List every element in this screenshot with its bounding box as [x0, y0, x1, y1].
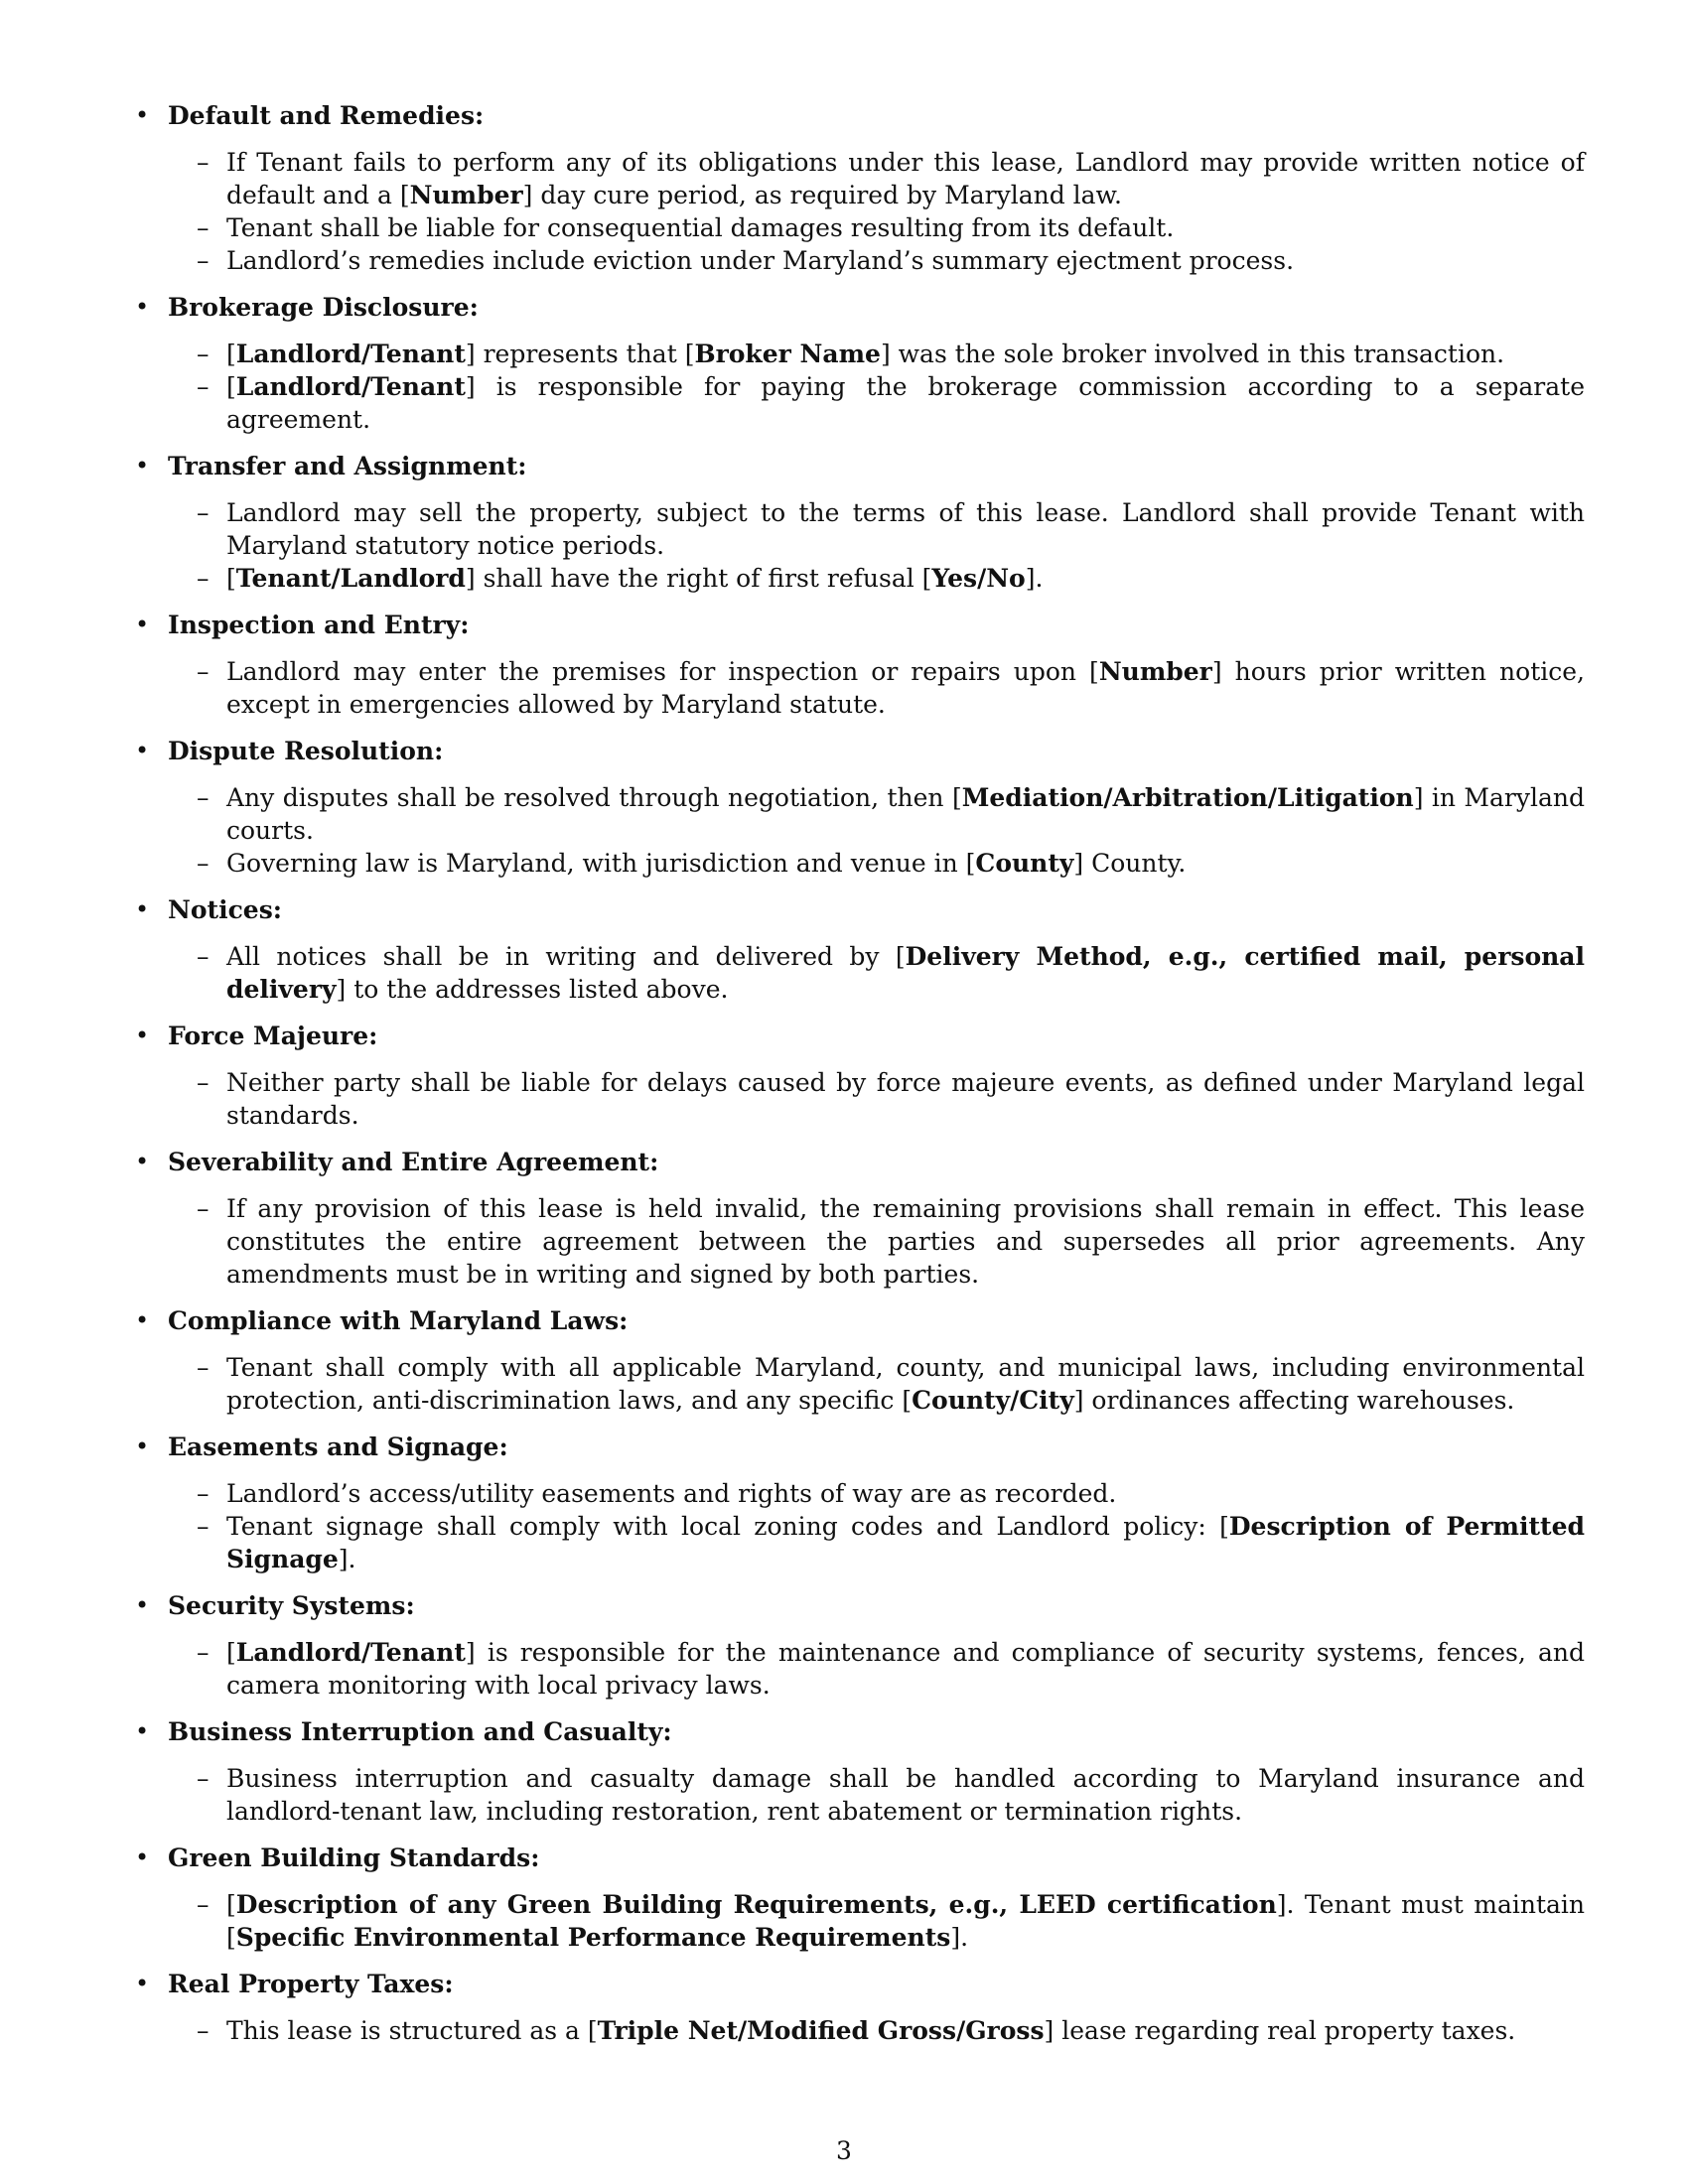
- dash-marker: –: [197, 148, 210, 177]
- clause-text: ] is responsible for paying the brokerage commission according to a separate agreement.: [226, 372, 1585, 434]
- clause-text: [: [226, 1638, 236, 1667]
- section-items: [135, 1351, 1585, 1417]
- clause-text: If Tenant fails to perform any of its obligations under this lease, Landlord may provide written notice of default and a [: [226, 148, 1585, 209]
- list-item: [135, 1066, 1585, 1132]
- dash-marker: –: [197, 1764, 210, 1793]
- section-title: Easements and Signage:: [168, 1433, 508, 1461]
- dash-marker: –: [197, 1512, 210, 1541]
- section-severability-and-entire-agreement: [135, 1146, 1585, 1291]
- list-item: [135, 1762, 1585, 1828]
- section-compliance-with-maryland-laws: [135, 1304, 1585, 1417]
- section-security-systems: [135, 1589, 1585, 1702]
- clause-text: ] ordinances affecting warehouses.: [1073, 1386, 1515, 1415]
- section-transfer-and-assignment: [135, 450, 1585, 595]
- list-item: [135, 940, 1585, 1006]
- dash-marker: –: [197, 1194, 210, 1223]
- dash-marker: –: [197, 372, 210, 401]
- clause-text: ] shall have the right of first refusal [: [465, 564, 932, 593]
- section-title: Notices:: [168, 895, 283, 924]
- section-title: Compliance with Maryland Laws:: [168, 1306, 629, 1335]
- section-items: [135, 2014, 1585, 2047]
- dash-marker: –: [197, 564, 210, 593]
- bullet-marker: •: [135, 1148, 150, 1175]
- section-items: [135, 1762, 1585, 1828]
- bullet-marker: •: [135, 1970, 150, 1997]
- dash-marker: –: [197, 1353, 210, 1382]
- list-item: [135, 2014, 1585, 2047]
- clause-text: ].: [950, 1923, 969, 1952]
- bullet-marker: •: [135, 452, 150, 479]
- clause-text: [: [226, 372, 236, 401]
- placeholder-field: Broker Name: [694, 340, 881, 368]
- clause-text: ]. Tenant must maintain [: [226, 1890, 1585, 1952]
- clause-text: All notices shall be in writing and delivered by [: [226, 942, 906, 971]
- clause-text: Landlord’s remedies include eviction under Maryland’s summary ejectment process.: [226, 246, 1295, 275]
- list-item: [135, 655, 1585, 721]
- dash-marker: –: [197, 783, 210, 812]
- clause-text: Tenant shall comply with all applicable Maryland, county, and municipal laws, including environmental protection, anti-discrimination laws, and any specific [: [226, 1353, 1585, 1415]
- bullet-marker: •: [135, 895, 150, 923]
- list-item: [135, 244, 1585, 277]
- clause-text: ] represents that [: [465, 340, 695, 368]
- dash-marker: –: [197, 1479, 210, 1508]
- section-title: Green Building Standards:: [168, 1843, 540, 1872]
- bullet-marker: •: [135, 737, 150, 764]
- clause-text: ] lease regarding real property taxes.: [1044, 2016, 1516, 2045]
- section-easements-and-signage: [135, 1431, 1585, 1575]
- dash-marker: –: [197, 1890, 210, 1919]
- section-title: Severability and Entire Agreement:: [168, 1148, 659, 1176]
- bullet-marker: •: [135, 1717, 150, 1745]
- clause-text: ] hours prior written notice, except in emergencies allowed by Maryland statute.: [226, 657, 1585, 719]
- placeholder-field: Landlord/Tenant: [235, 340, 466, 368]
- placeholder-field: Specific Environmental Performance Requirements: [235, 1923, 951, 1952]
- clause-text: ] to the addresses listed above.: [336, 975, 729, 1004]
- section-items: [135, 338, 1585, 436]
- section-items: [135, 146, 1585, 277]
- bullet-marker: •: [135, 1306, 150, 1334]
- clause-text: Landlord may sell the property, subject to the terms of this lease. Landlord shall provide Tenant with Maryland statutory notice periods.: [226, 498, 1585, 560]
- section-business-interruption-and-casualty: [135, 1715, 1585, 1828]
- section-title: Real Property Taxes:: [168, 1970, 454, 1998]
- section-title: Force Majeure:: [168, 1022, 378, 1050]
- clause-text: [: [226, 340, 236, 368]
- section-items: [135, 1888, 1585, 1954]
- document-body: [135, 99, 1585, 2061]
- dash-marker: –: [197, 246, 210, 275]
- list-item: [135, 1192, 1585, 1291]
- list-item: [135, 847, 1585, 880]
- page-number: 3: [836, 2136, 852, 2165]
- section-title: Security Systems:: [168, 1591, 415, 1620]
- section-title: Business Interruption and Casualty:: [168, 1717, 672, 1746]
- clause-text: Business interruption and casualty damage shall be handled according to Maryland insurance and landlord-tenant law, including restoration, rent abatement or termination rights.: [226, 1764, 1585, 1826]
- section-real-property-taxes: [135, 1968, 1585, 2047]
- section-inspection-and-entry: [135, 609, 1585, 721]
- list-item: [135, 370, 1585, 436]
- section-brokerage-disclosure: [135, 291, 1585, 436]
- bullet-marker: •: [135, 1843, 150, 1871]
- bullet-marker: •: [135, 611, 150, 638]
- placeholder-field: County/City: [912, 1386, 1074, 1415]
- list-item: [135, 562, 1585, 595]
- section-title: Dispute Resolution:: [168, 737, 444, 765]
- bullet-marker: •: [135, 1591, 150, 1619]
- clause-text: ] in Maryland courts.: [226, 783, 1585, 845]
- section-items: [135, 496, 1585, 595]
- placeholder-field: Yes/No: [931, 564, 1026, 593]
- section-items: [135, 1636, 1585, 1702]
- dash-marker: –: [197, 942, 210, 971]
- section-items: [135, 1066, 1585, 1132]
- bullet-marker: •: [135, 1022, 150, 1049]
- clause-text: Governing law is Maryland, with jurisdiction and venue in [: [226, 849, 976, 878]
- section-title: Default and Remedies:: [168, 101, 485, 130]
- placeholder-field: Landlord/Tenant: [235, 1638, 466, 1667]
- placeholder-field: Triple Net/Modified Gross/Gross: [597, 2016, 1045, 2045]
- clause-text: ] day cure period, as required by Maryland law.: [522, 181, 1122, 209]
- dash-marker: –: [197, 1638, 210, 1667]
- list-item: [135, 211, 1585, 244]
- list-item: [135, 338, 1585, 370]
- section-title: Inspection and Entry:: [168, 611, 470, 639]
- section-items: [135, 655, 1585, 721]
- section-notices: [135, 893, 1585, 1006]
- placeholder-field: Mediation/Arbitration/Litigation: [961, 783, 1414, 812]
- list-item: [135, 496, 1585, 562]
- section-items: [135, 1192, 1585, 1291]
- clause-text: Landlord may enter the premises for inspection or repairs upon [: [226, 657, 1099, 686]
- dash-marker: –: [197, 340, 210, 368]
- section-default-and-remedies: [135, 99, 1585, 277]
- clause-text: [: [226, 564, 236, 593]
- clause-text: ] is responsible for the maintenance and compliance of security systems, fences, and camera monitoring with local privacy laws.: [226, 1638, 1585, 1700]
- dash-marker: –: [197, 1068, 210, 1097]
- list-item: [135, 1510, 1585, 1575]
- section-green-building-standards: [135, 1842, 1585, 1954]
- bullet-marker: •: [135, 1433, 150, 1460]
- dash-marker: –: [197, 849, 210, 878]
- placeholder-field: Description of any Green Building Requirements, e.g., LEED certification: [235, 1890, 1277, 1919]
- bullet-marker: •: [135, 293, 150, 321]
- dash-marker: –: [197, 213, 210, 242]
- bullet-marker: •: [135, 101, 150, 129]
- dash-marker: –: [197, 498, 210, 527]
- section-items: [135, 1477, 1585, 1575]
- clause-text: Tenant signage shall comply with local zoning codes and Landlord policy: [: [226, 1512, 1229, 1541]
- list-item: [135, 1888, 1585, 1954]
- list-item: [135, 1477, 1585, 1510]
- clause-text: ].: [338, 1545, 356, 1573]
- list-item: [135, 146, 1585, 211]
- section-dispute-resolution: [135, 735, 1585, 880]
- clause-text: Landlord’s access/utility easements and rights of way are as recorded.: [226, 1479, 1117, 1508]
- clause-text: Neither party shall be liable for delays caused by force majeure events, as defined under Maryland legal standards.: [226, 1068, 1585, 1130]
- placeholder-field: County: [975, 849, 1074, 878]
- section-title: Brokerage Disclosure:: [168, 293, 479, 322]
- list-item: [135, 1636, 1585, 1702]
- placeholder-field: Tenant/Landlord: [235, 564, 466, 593]
- clause-text: If any provision of this lease is held invalid, the remaining provisions shall remain in effect. This lease constitutes the entire agreement between the parties and supersedes all prior agreements. Any amendments must be in writing and signed by both parties.: [226, 1194, 1585, 1289]
- list-item: [135, 1351, 1585, 1417]
- clause-text: [: [226, 1890, 236, 1919]
- dash-marker: –: [197, 2016, 210, 2045]
- placeholder-field: Landlord/Tenant: [235, 372, 466, 401]
- placeholder-field: Delivery Method, e.g., certified mail, personal delivery: [226, 942, 1585, 1004]
- placeholder-field: Number: [1098, 657, 1212, 686]
- clause-text: ] County.: [1073, 849, 1187, 878]
- clause-text: ] was the sole broker involved in this transaction.: [880, 340, 1505, 368]
- section-title: Transfer and Assignment:: [168, 452, 527, 480]
- section-items: [135, 781, 1585, 880]
- clause-text: Any disputes shall be resolved through negotiation, then [: [226, 783, 962, 812]
- clause-text: Tenant shall be liable for consequential damages resulting from its default.: [226, 213, 1175, 242]
- placeholder-field: Number: [409, 181, 523, 209]
- list-item: [135, 781, 1585, 847]
- section-force-majeure: [135, 1020, 1585, 1132]
- section-items: [135, 940, 1585, 1006]
- dash-marker: –: [197, 657, 210, 686]
- clause-text: This lease is structured as a [: [226, 2016, 598, 2045]
- placeholder-field: Description of Permitted Signage: [226, 1512, 1585, 1573]
- clause-text: ].: [1025, 564, 1044, 593]
